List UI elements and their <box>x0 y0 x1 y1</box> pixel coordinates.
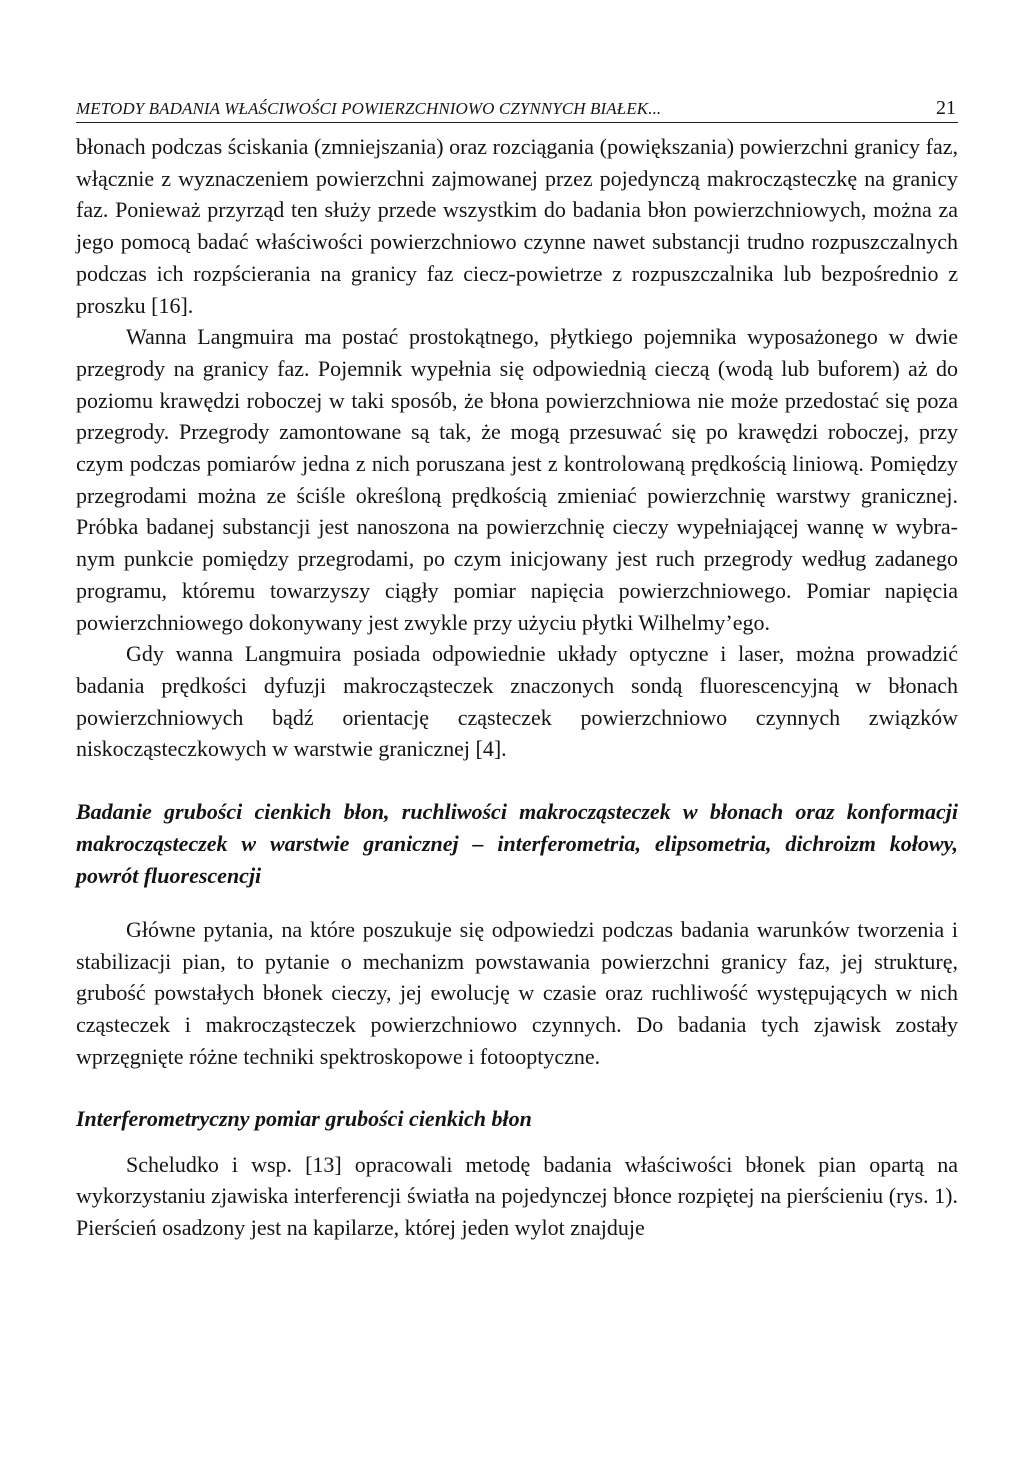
subsection-heading: Interferometryczny pomiar grubości cienkich błon <box>76 1105 532 1131</box>
running-header <box>76 96 958 123</box>
page-number: 21 <box>936 97 956 119</box>
paragraph-langmuira-trough: Wanna Langmuira ma postać prostokątnego, płytkiego pojemnika wyposażonego w dwie przegrody na granicy faz. Pojemnik wypełnia się odpowiednią cieczą (wodą lub buforem) aż do poziomu krawędzi roboczej w taki sposób, że błona powierzchniowa nie może przedostać się poza przegrody. Przegrody zamontowane są tak, że mogą przesuwać się po krawędzi roboczej, przy czym podczas pomiarów jedna z nich poruszana jest z kontrolowaną prędkością liniową. Pomiędzy przegrodami można ze ściśle określoną prędkością zmieniać powierzchnię warstwy granicznej. Próbka badanej substancji jest nanoszona na powierzchnię cieczy wypełniającej wannę w wybranym punkcie pomiędzy przegrodami, po czym inicjowany jest ruch przegrody według zadanego programu, któremu towarzyszy ciągły pomiar napięcia powierzchniowego. Pomiar napięcia powierzchniowego dokonywany jest zwykle przy użyciu płytki Wilhelmy’ego. <box>76 324 958 635</box>
section-heading: Badanie grubości cienkich błon, ruchliwości makrocząsteczek w błonach oraz konformacji makrocząsteczek w warstwie granicznej – interferometria, elipsometria, dichroizm kołowy, powrót fluorescencji <box>76 799 958 889</box>
paragraph-main-questions: Główne pytania, na które poszukuje się odpowiedzi podczas badania warunków tworzenia i stabilizacji pian, to pytanie o mechanizm powstawania powierzchni granicy faz, jej strukturę, grubość powstałych błonek cieczy, jej ewolucję w czasie oraz ruchliwość występujących w nich cząsteczek i makrocząsteczek powierzchniowo czynnych. Do badania tych zjawisk zostały wprzęgnięte różne techniki spektroskopowe i fotooptyczne. <box>76 917 958 1069</box>
paragraph-scheludko: Scheludko i wsp. [13] opracowali metodę badania właściwości błonek pian opartą na wykorzystaniu zjawiska interferencji światła na pojedynczej błonce rozpiętej na pierścieniu (rys. 1). Pierścień osadzony jest na kapilarze, której jeden wylot znajduje <box>76 1151 958 1240</box>
paragraph-optical-systems: Gdy wanna Langmuira posiada odpowiednie układy optyczne i laser, można prowadzić badania prędkości dyfuzji makrocząsteczek znaczonych sondą fluorescencyjną w błonach powierzchniowych bądź orientację cząsteczek powierzchniowo czynnych związków niskocząsteczkowych w warstwie granicznej [4]. <box>76 641 958 762</box>
document-body <box>76 131 958 1244</box>
paragraph-continued: błonach podczas ściskania (zmniejszania) oraz rozciągania (powiększania) powierzchni granicy faz, włącznie z wyznaczeniem powierzchni zajmowanej przez pojedynczą makrocząsteczkę na granicy faz. Ponieważ przyrząd ten służy przede wszystkim do badania błon powierzchniowych, można za jego pomocą badać właściwości powierzchniowo czynne nawet substancji trudno rozpuszczalnych podczas ich rozpścierania na granicy faz ciecz-powietrze z rozpuszczalnika lub bezpośrednio z proszku [16]. <box>76 134 958 318</box>
document-page <box>76 96 958 1244</box>
running-title: METODY BADANIA WŁAŚCIWOŚCI POWIERZCHNIOWO CZYNNYCH BIAŁEK... <box>76 99 662 118</box>
